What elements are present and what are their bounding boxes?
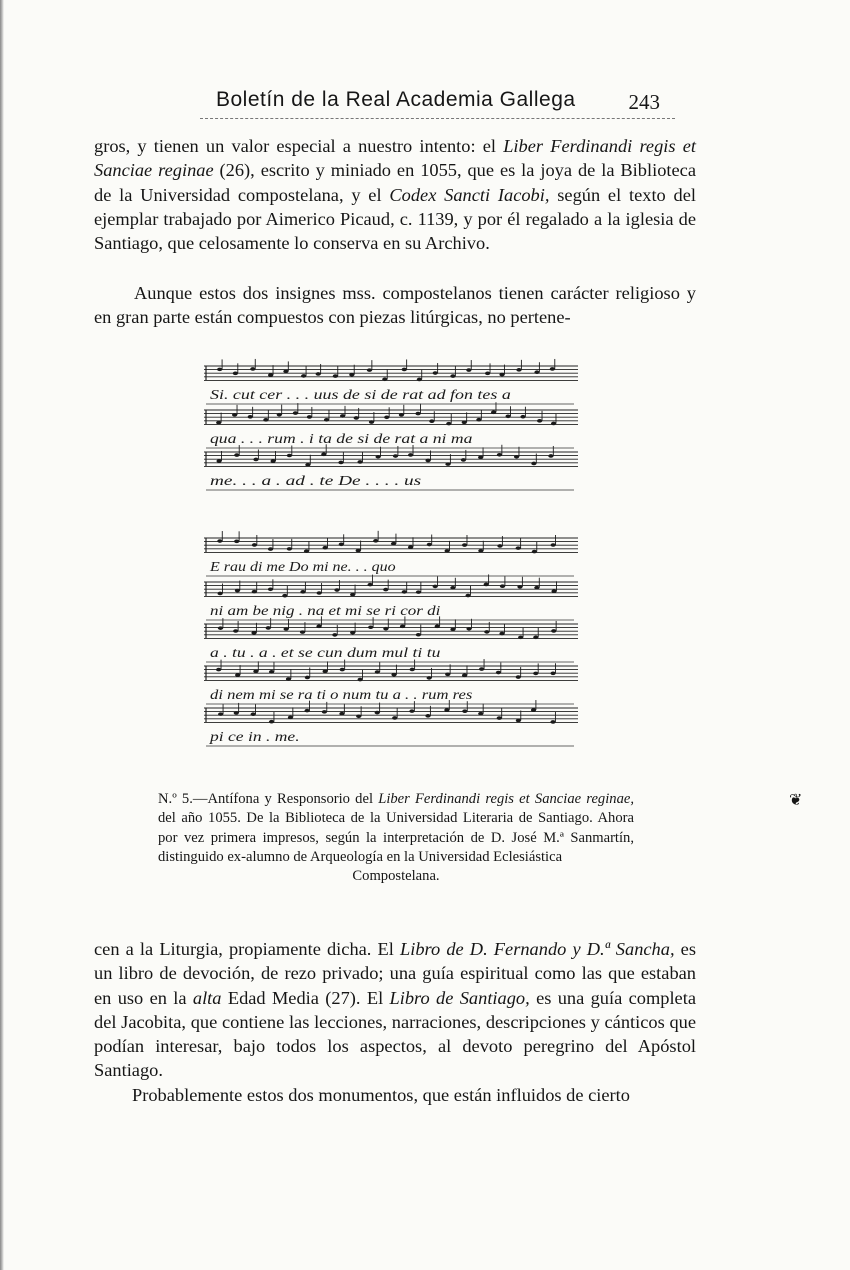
note-head — [271, 459, 276, 463]
note-head — [268, 547, 273, 551]
note-head — [450, 374, 455, 378]
note-head — [350, 631, 355, 635]
note-head — [402, 590, 407, 594]
note-head — [514, 455, 519, 459]
note-head — [402, 368, 407, 372]
note-head — [445, 549, 450, 553]
note-head — [354, 416, 359, 420]
note-head — [429, 419, 434, 423]
note-head — [485, 372, 490, 376]
note-head — [218, 712, 223, 716]
lyric-line: qua . . . rum . i ta de si de rat a ni ma — [210, 431, 473, 446]
note-head — [234, 540, 239, 544]
running-title: Boletín de la Real Academia Gallega — [216, 88, 576, 111]
note-head — [496, 671, 501, 675]
note-head — [317, 591, 322, 595]
note-head — [216, 668, 221, 672]
note-head — [410, 668, 415, 672]
note-head — [338, 461, 343, 465]
note-head — [516, 546, 521, 550]
page-number: 243 — [628, 90, 660, 114]
note-head — [548, 454, 553, 458]
note-head — [518, 636, 523, 640]
p1-text-2: (26), escrito y miniado en 1055, que es la joya de la Biblioteca de la Universidad compostelana, y el — [94, 160, 696, 205]
note-head — [462, 674, 467, 678]
note-head — [425, 714, 430, 718]
note-head — [499, 373, 504, 377]
note-head — [484, 583, 489, 587]
note-head — [491, 410, 496, 414]
note-head — [497, 716, 502, 720]
note-head — [251, 712, 256, 716]
note-head — [268, 587, 273, 591]
note-head — [550, 367, 555, 371]
note-head — [384, 415, 389, 419]
note-head — [520, 415, 525, 419]
lyric-line: me. . . a . ad . te De . . . . us — [210, 473, 422, 488]
paragraph-3 — [94, 937, 696, 1083]
note-head — [531, 708, 536, 712]
page-header — [216, 88, 676, 118]
note-head — [300, 590, 305, 594]
note-head — [550, 671, 555, 675]
note-head — [516, 719, 521, 723]
note-head — [369, 420, 374, 424]
note-head — [234, 711, 239, 715]
note-head — [499, 632, 504, 636]
note-head — [287, 454, 292, 458]
note-head — [391, 542, 396, 546]
note-head — [340, 414, 345, 418]
note-head — [450, 628, 455, 632]
note-head — [479, 667, 484, 671]
p1-text-3: según el texto del ejemplar trabajado por Aimerico Picaud, c. 1139, y por él regalado a la iglesia de Santiago, que celosamente lo conserva en su Archivo. — [94, 184, 696, 254]
note-head — [334, 588, 339, 592]
note-head — [534, 586, 539, 590]
note-head — [235, 673, 240, 677]
note-head — [248, 415, 253, 419]
caption-text-2: del año 1055. De la Biblioteca de la Universidad Literaria de Santiago. Ahora por vez primera impresos, según la interpretación de D. José M.ª Sanmartín, distinguido ex-alumno de Arqueología en la Universidad Eclesiástica — [158, 810, 634, 865]
note-head — [551, 543, 556, 547]
note-head — [269, 670, 274, 674]
note-head — [252, 543, 257, 547]
note-head — [339, 712, 344, 716]
note-head — [301, 374, 306, 378]
note-head — [551, 422, 556, 426]
note-head — [251, 631, 256, 635]
note-head — [415, 412, 420, 416]
p3-italic-libro-fernando: Libro de D. Fernando y D.ª Sancha, — [400, 939, 675, 959]
lyric-line: ni am be nig . na et mi se ri cor di — [210, 603, 441, 618]
note-head — [333, 374, 338, 378]
note-head — [433, 371, 438, 375]
note-head — [534, 370, 539, 374]
note-head — [277, 413, 282, 417]
lyric-line: pi ce in . me. — [208, 729, 300, 744]
page-edge-shadow — [0, 0, 4, 1270]
note-head — [217, 368, 222, 372]
note-head — [466, 368, 471, 372]
note-head — [516, 675, 521, 679]
note-head — [445, 673, 450, 677]
note-head — [307, 415, 312, 419]
note-head — [516, 368, 521, 372]
note-head — [266, 626, 271, 630]
note-head — [383, 588, 388, 592]
note-head — [233, 629, 238, 633]
note-head — [216, 459, 221, 463]
paragraph-2: Aunque estos dos insignes mss. compostelanos tienen carácter religioso y en gran parte están compuestos con piezas litúrgicas, no pertene- — [94, 283, 696, 328]
note-head — [506, 414, 511, 418]
note-head — [252, 590, 257, 594]
p1-text-1: gros, y tienen un valor especial a nuestro intento: el — [94, 136, 504, 156]
note-head — [324, 418, 329, 422]
note-head — [461, 458, 466, 462]
note-head — [234, 453, 239, 457]
note-head — [263, 418, 268, 422]
note-head — [533, 636, 538, 640]
music-staves — [204, 366, 578, 722]
note-head — [375, 670, 380, 674]
note-head — [393, 454, 398, 458]
note-head — [283, 370, 288, 374]
note-head — [217, 539, 222, 543]
note-head — [358, 678, 363, 682]
note-head — [305, 463, 310, 467]
note-head — [550, 720, 555, 724]
note-head — [235, 589, 240, 593]
note-head — [551, 629, 556, 633]
note-head — [476, 418, 481, 422]
note-head — [218, 626, 223, 630]
note-head — [300, 630, 305, 634]
note-head — [537, 419, 542, 423]
note-head — [497, 544, 502, 548]
lyric-line: E rau di me Do mi ne. . . quo — [208, 559, 396, 574]
note-head — [427, 676, 432, 680]
note-head — [288, 716, 293, 720]
note-head — [445, 462, 450, 466]
note-head — [287, 547, 292, 551]
lyric-line: Si. cut cer . . . uus de si de rat ad fon tes a — [210, 387, 512, 402]
note-head — [232, 413, 237, 417]
note-head — [368, 625, 373, 629]
note-head — [367, 368, 372, 372]
note-head — [293, 411, 298, 415]
note-head — [368, 583, 373, 587]
p3-text-3: Edad Media (27). El — [221, 987, 390, 1008]
note-head — [253, 458, 258, 462]
note-head — [408, 453, 413, 457]
music-lyrics — [206, 387, 574, 746]
note-head — [350, 593, 355, 597]
p1-italic-codex: Codex Sancti Iacobi, — [389, 184, 550, 205]
note-head — [332, 633, 337, 637]
p1-italic-liber: Liber Ferdinandi regis et Sanciae reginae — [94, 136, 696, 181]
note-head — [340, 668, 345, 672]
note-head — [433, 585, 438, 589]
note-head — [391, 673, 396, 677]
note-head — [484, 630, 489, 634]
caption-text-1: N.º 5.—Antífona y Responsorio del — [158, 791, 379, 807]
note-head — [282, 594, 287, 598]
note-head — [250, 367, 255, 371]
note-head — [305, 709, 310, 713]
note-head — [218, 592, 223, 596]
note-head — [322, 710, 327, 714]
note-head — [399, 413, 404, 417]
lyric-line: di nem mi se ra ti o num tu a . . rum res — [210, 687, 473, 702]
note-head — [233, 372, 238, 376]
header-rule — [200, 118, 675, 119]
paragraph-4: Probablemente estos dos monumentos, que están influidos de cierto — [132, 1085, 630, 1105]
note-head — [462, 543, 467, 547]
caption-italic-title: Liber Ferdinandi regis et Sanciae reginae, — [378, 791, 634, 807]
note-head — [425, 459, 430, 463]
note-head — [373, 539, 378, 543]
note-head — [465, 594, 470, 598]
paragraph-1 — [94, 134, 696, 255]
note-head — [392, 716, 397, 720]
note-head — [356, 714, 361, 718]
note-head — [375, 711, 380, 715]
note-head — [382, 377, 387, 381]
note-head — [478, 712, 483, 716]
note-head — [427, 543, 432, 547]
p3-italic-libro-santiago: Libro de Santiago, — [389, 987, 530, 1008]
note-head — [349, 373, 354, 377]
note-head — [323, 670, 328, 674]
note-head — [216, 421, 221, 425]
note-head — [284, 627, 289, 631]
note-head — [409, 709, 414, 713]
note-head — [408, 545, 413, 549]
note-head — [517, 585, 522, 589]
note-head — [462, 421, 467, 425]
note-head — [533, 672, 538, 676]
note-head — [416, 633, 421, 637]
p3-text-2: es un libro de devoción, de rezo privado; una guía espiritual como las que estaban en uso en la — [94, 939, 697, 1008]
note-head — [400, 625, 405, 629]
note-head — [531, 462, 536, 466]
p3-text-1: cen a la Liturgia, propiamente dicha. El — [94, 939, 400, 959]
note-head — [253, 670, 258, 674]
margin-ornament: ❦ — [789, 792, 803, 809]
note-head — [532, 550, 537, 554]
note-head — [383, 627, 388, 631]
note-head — [376, 455, 381, 459]
note-head — [416, 590, 421, 594]
note-head — [316, 372, 321, 376]
note-head — [269, 720, 274, 724]
note-head — [286, 677, 291, 681]
note-head — [551, 589, 556, 593]
note-head — [466, 627, 471, 631]
music-notation-figure — [202, 354, 582, 784]
note-head — [316, 625, 321, 629]
note-head — [268, 373, 273, 377]
lyric-line: a . tu . a . et se cun dum mul ti tu — [210, 645, 441, 660]
note-head — [323, 546, 328, 550]
note-head — [450, 586, 455, 590]
note-head — [446, 422, 451, 426]
note-head — [304, 549, 309, 553]
caption-text-3: Compostelana. — [352, 868, 440, 885]
note-head — [462, 709, 467, 713]
figure-caption — [158, 790, 634, 886]
note-head — [478, 456, 483, 460]
note-head — [357, 460, 362, 464]
p3-italic-alta: alta — [192, 987, 222, 1008]
p3-text-4: es una guía completa del Jacobita, que contiene las lecciones, narraciones, descripciones y cánticos que podían interesar, bajo todos los aspectos, al devoto peregrino del Apóstol Santiago. — [94, 987, 696, 1081]
note-head — [356, 549, 361, 553]
note-head — [321, 452, 326, 456]
note-head — [500, 584, 505, 588]
note-head — [417, 378, 422, 382]
note-head — [444, 708, 449, 712]
note-head — [339, 543, 344, 547]
note-head — [435, 625, 440, 629]
note-head — [305, 676, 310, 680]
note-head — [478, 549, 483, 553]
note-head — [497, 453, 502, 457]
